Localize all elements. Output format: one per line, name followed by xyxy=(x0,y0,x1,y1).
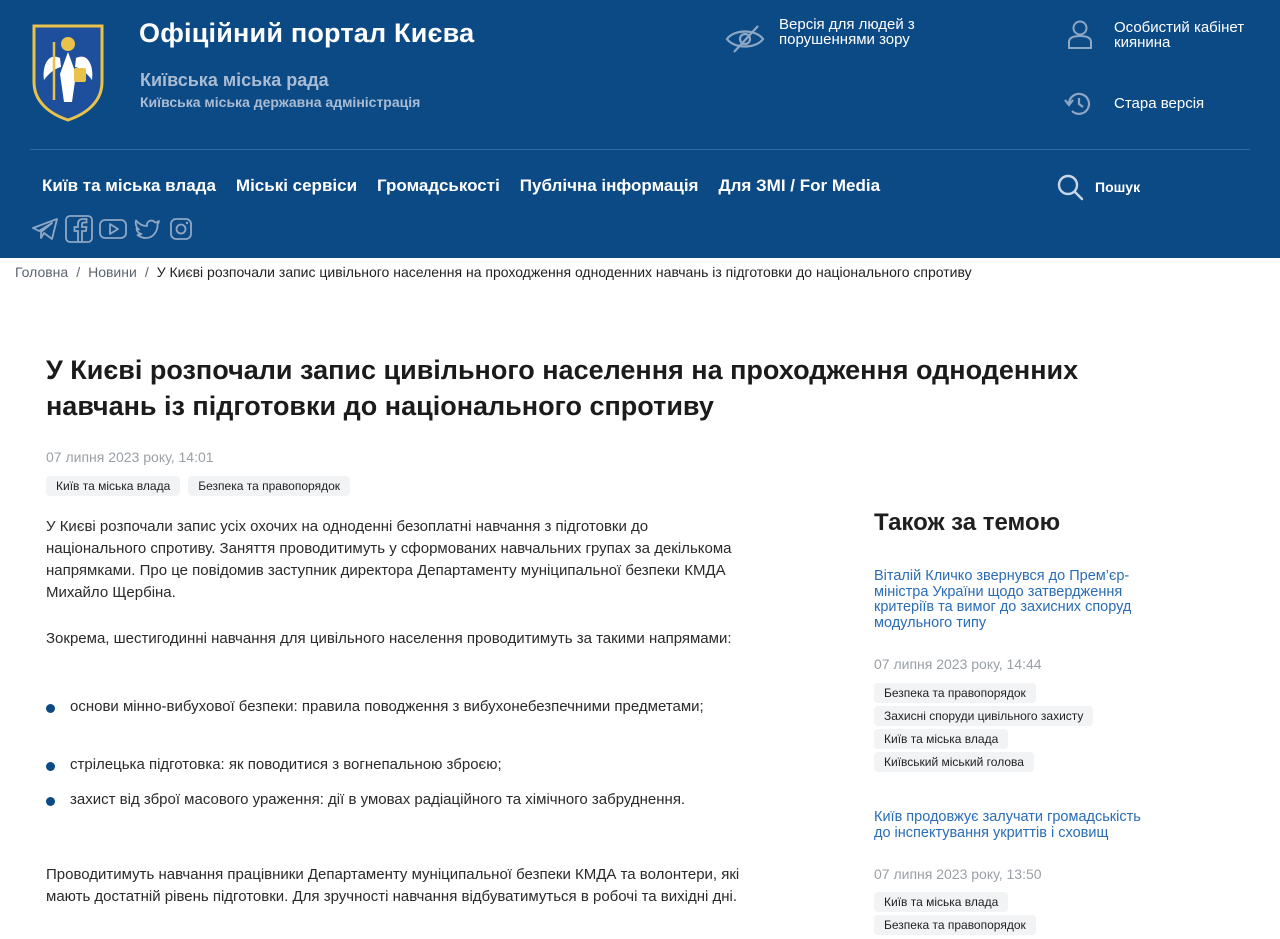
related-article-date: 07 липня 2023 року, 14:44 xyxy=(874,656,1042,672)
accessibility-version-link[interactable]: Версія для людей з порушеннями зору xyxy=(779,16,915,48)
article-paragraph: У Києві розпочали запис усіх охочих на одноденні безоплатні навчання з підготовки до національного спротиву. Заняття проводитимуть у сформованих навчальних групах за декількома напрямками. Про це повідомив заступник директора Департаменту муніципальної безпеки КМДА Михайло Щербіна. xyxy=(46,518,732,601)
social-links xyxy=(30,214,196,244)
city-council-label: Київська міська рада xyxy=(140,70,329,90)
list-item: захист від зброї масового ураження: дії в умовах радіаційного та хімічного забруднення. xyxy=(46,789,685,811)
telegram-icon[interactable] xyxy=(30,214,60,244)
personal-cabinet-link[interactable]: Особистий кабінет киянина xyxy=(1114,19,1245,51)
related-article-link[interactable]: Київ продовжує залучати громадськість до інспектування укриттів і сховищ xyxy=(874,809,1141,841)
search-icon xyxy=(1056,173,1084,201)
instagram-icon[interactable] xyxy=(166,214,196,244)
nav-item-city-services[interactable]: Міські сервіси xyxy=(235,176,358,195)
main-navigation xyxy=(42,176,900,196)
twitter-icon[interactable] xyxy=(132,214,162,244)
tag-kyiv-city-authority[interactable]: Київ та міська влада xyxy=(46,476,180,496)
article-paragraph: Зокрема, шестигодинні навчання для цивільного населення проводитимуть за такими напрямами: xyxy=(46,630,732,647)
tag-security-law-order[interactable]: Безпека та правопорядок xyxy=(874,683,1036,703)
nav-item-for-media[interactable]: Для ЗМІ / For Media xyxy=(718,176,881,195)
city-administration-label: Київська міська державна адміністрація xyxy=(140,94,421,110)
list-item: основи мінно-вибухової безпеки: правила поводження з вибухонебезпечними предметами; xyxy=(46,696,704,718)
nav-item-public-information[interactable]: Публічна інформація xyxy=(519,176,699,195)
list-item: стрілецька підготовка: як поводитися з вогнепальною зброєю; xyxy=(46,754,502,776)
tag-security-law-order[interactable]: Безпека та правопорядок xyxy=(188,476,350,496)
nav-item-kyiv-city-authority[interactable]: Київ та міська влада xyxy=(42,176,216,195)
site-header xyxy=(0,0,1280,258)
related-article-link[interactable]: Віталій Кличко звернувся до Прем’єр-міністра України щодо затвердження критеріїв та вимог до захисних споруд модульного типу xyxy=(874,568,1132,631)
breadcrumb-separator: / xyxy=(144,264,149,280)
breadcrumb-news[interactable]: Новини xyxy=(88,264,137,280)
tag-security-law-order[interactable]: Безпека та правопорядок xyxy=(874,915,1036,935)
breadcrumb xyxy=(15,264,972,280)
portal-title[interactable]: Офіційний портал Києва xyxy=(139,18,475,48)
eye-crossed-icon[interactable] xyxy=(724,22,766,56)
kyiv-coat-of-arms-logo[interactable] xyxy=(30,22,106,122)
tag-kyiv-mayor[interactable]: Київський міський голова xyxy=(874,752,1034,772)
tag-civil-protection-shelters[interactable]: Захисні споруди цивільного захисту xyxy=(874,706,1093,726)
related-article-date: 07 липня 2023 року, 13:50 xyxy=(874,866,1042,882)
nav-item-public[interactable]: Громадськості xyxy=(377,176,500,195)
tag-kyiv-city-authority[interactable]: Київ та міська влада xyxy=(874,892,1008,912)
search-button[interactable] xyxy=(1056,173,1140,201)
user-icon[interactable] xyxy=(1066,18,1094,50)
related-section-title: Також за темою xyxy=(874,509,1061,536)
history-icon[interactable] xyxy=(1063,90,1093,118)
article-date: 07 липня 2023 року, 14:01 xyxy=(46,449,214,465)
breadcrumb-separator: / xyxy=(76,264,81,280)
facebook-icon[interactable] xyxy=(64,214,94,244)
breadcrumb-current: У Києві розпочали запис цивільного населення на проходження одноденних навчань із підготовки до національного спротиву xyxy=(156,264,972,280)
old-version-link[interactable]: Стара версія xyxy=(1114,95,1205,112)
youtube-icon[interactable] xyxy=(98,214,128,244)
header-divider xyxy=(30,149,1250,150)
article-title: У Києві розпочали запис цивільного населення на проходження одноденних навчань із підготовки до національного спротиву xyxy=(46,355,1079,421)
tag-kyiv-city-authority[interactable]: Київ та міська влада xyxy=(874,729,1008,749)
article-tags xyxy=(46,476,350,496)
article-paragraph: Проводитимуть навчання працівники Департаменту муніципальної безпеки КМДА та волонтери, які мають достатній рівень підготовки. Для зручності навчання відбуватимуться в робочі та вихідні дні. xyxy=(46,866,740,905)
breadcrumb-home[interactable]: Головна xyxy=(15,264,69,280)
search-label: Пошук xyxy=(1095,179,1141,195)
